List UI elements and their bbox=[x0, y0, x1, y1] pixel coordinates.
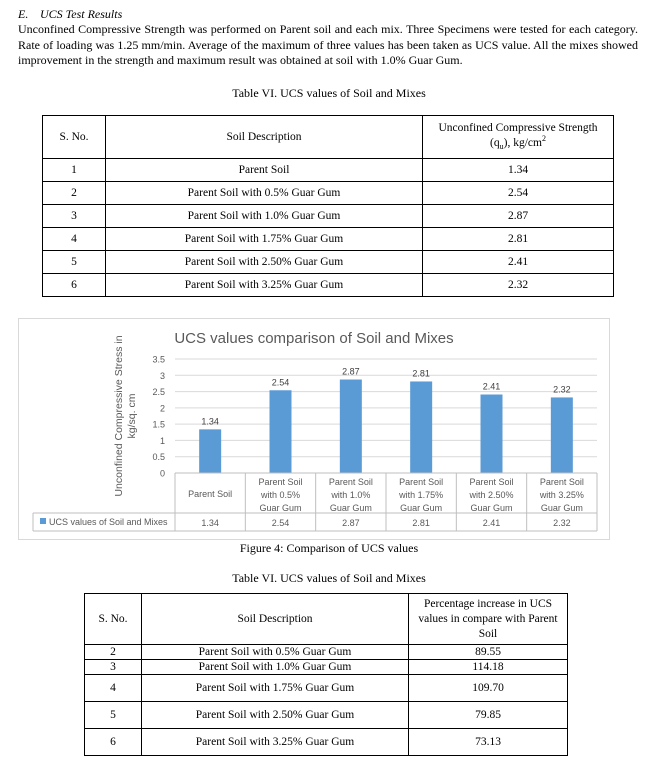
data-label: 2.87 bbox=[342, 366, 360, 377]
description-cell: Parent Soil with 1.0% Guar Gum bbox=[106, 205, 423, 228]
table-row bbox=[85, 702, 568, 729]
table-header-row bbox=[43, 116, 614, 159]
x-tick-label: with 1.0% bbox=[331, 490, 371, 500]
bar bbox=[340, 380, 362, 473]
x-tick-label: Parent Soil bbox=[188, 489, 233, 499]
description-cell: Parent Soil with 1.0% Guar Gum bbox=[142, 660, 409, 675]
y-tick-label: 2 bbox=[159, 403, 165, 414]
table-row bbox=[85, 645, 568, 660]
col-ucs-header-line2: $(q_u)$, $kg/cm^2$ bbox=[490, 134, 546, 152]
col-description-header: Soil Description bbox=[142, 594, 409, 645]
y-tick-label: 3.5 bbox=[152, 354, 165, 365]
ucs-chart-svg bbox=[19, 319, 609, 539]
x-tick-label: Guar Gum bbox=[259, 503, 302, 513]
legend-swatch bbox=[40, 518, 46, 524]
table-row bbox=[85, 729, 568, 756]
ucs-cell: 2.54 bbox=[423, 182, 614, 205]
x-tick-label: Guar Gum bbox=[540, 503, 583, 513]
x-tick-label: with 0.5% bbox=[260, 490, 301, 500]
x-tick-label: with 1.75% bbox=[399, 490, 444, 500]
table-row bbox=[43, 182, 614, 205]
col-ucs-header-line1: Unconfined Compressive Strength bbox=[438, 122, 598, 135]
table1-caption: Table VI. UCS values of Soil and Mixes bbox=[232, 86, 426, 100]
sno-cell: 2 bbox=[85, 645, 142, 660]
x-tick-label: Guar Gum bbox=[329, 503, 372, 513]
table-row bbox=[43, 159, 614, 182]
y-tick-label: 2.5 bbox=[152, 387, 165, 398]
bar bbox=[481, 395, 503, 473]
data-label: 2.54 bbox=[271, 377, 290, 388]
percentage-cell: 73.13 bbox=[409, 729, 568, 756]
table-row bbox=[43, 274, 614, 297]
data-label: 2.41 bbox=[482, 381, 501, 392]
ucs-cell: 2.81 bbox=[423, 228, 614, 251]
col-ucs-header bbox=[423, 116, 614, 159]
x-tick-label: Parent Soil bbox=[399, 477, 444, 487]
percentage-cell: 79.85 bbox=[409, 702, 568, 729]
table-row bbox=[43, 251, 614, 274]
bar bbox=[199, 429, 221, 473]
body-paragraph: Unconfined Compressive Strength was performed on Parent soil and each mix. Three Specimens were tested for each category. Rate of loading was 1.25 mm/min. Average of the maximum of three values has been taken as UCS value. All the mixes showed improvement in the strength and maximum result was obtained at soil with 1.0% Guar Gum. bbox=[18, 22, 638, 67]
table-row bbox=[43, 205, 614, 228]
sno-cell: 2 bbox=[43, 182, 106, 205]
col-sno-header: S. No. bbox=[43, 116, 106, 159]
y-tick-label: 0 bbox=[159, 468, 165, 479]
ucs-cell: 1.34 bbox=[423, 159, 614, 182]
data-table-value: 2.32 bbox=[553, 518, 571, 528]
table-row bbox=[43, 228, 614, 251]
description-cell: Parent Soil with 2.50% Guar Gum bbox=[106, 251, 423, 274]
y-tick-label: 1.5 bbox=[152, 419, 165, 430]
col-sno-header: S. No. bbox=[85, 594, 142, 645]
percentage-cell: 114.18 bbox=[409, 660, 568, 675]
ucs-table bbox=[42, 115, 614, 297]
data-table-value: 1.34 bbox=[201, 518, 219, 528]
data-label: 2.81 bbox=[412, 368, 430, 379]
sno-cell: 3 bbox=[43, 205, 106, 228]
description-cell: Parent Soil with 2.50% Guar Gum bbox=[142, 702, 409, 729]
section-title: UCS Test Results bbox=[40, 7, 123, 21]
x-tick-label: Parent Soil bbox=[539, 477, 584, 487]
description-cell: Parent Soil with 0.5% Guar Gum bbox=[106, 182, 423, 205]
y-tick-label: 1 bbox=[159, 435, 165, 446]
y-tick-label: 0.5 bbox=[152, 452, 165, 463]
table2-caption: Table VI. UCS values of Soil and Mixes bbox=[232, 571, 426, 585]
sno-cell: 4 bbox=[43, 228, 106, 251]
sno-cell: 5 bbox=[85, 702, 142, 729]
data-table-value: 2.81 bbox=[412, 518, 430, 528]
sno-cell: 5 bbox=[43, 251, 106, 274]
ucs-cell: 2.32 bbox=[423, 274, 614, 297]
description-cell: Parent Soil with 3.25% Guar Gum bbox=[142, 729, 409, 756]
x-tick-label: Guar Gum bbox=[470, 503, 513, 513]
chart-title: UCS values comparison of Soil and Mixes bbox=[174, 330, 454, 347]
ucs-chart bbox=[18, 318, 610, 540]
description-cell: Parent Soil with 1.75% Guar Gum bbox=[142, 675, 409, 702]
sno-cell: 1 bbox=[43, 159, 106, 182]
bar bbox=[410, 381, 432, 473]
description-cell: Parent Soil with 0.5% Guar Gum bbox=[142, 645, 409, 660]
figure-caption: Figure 4: Comparison of UCS values bbox=[239, 541, 419, 555]
percentage-table bbox=[84, 593, 568, 756]
x-tick-label: Parent Soil bbox=[469, 477, 514, 487]
bar bbox=[551, 397, 573, 473]
data-label: 1.34 bbox=[201, 416, 219, 427]
sno-cell: 4 bbox=[85, 675, 142, 702]
data-table-value: 2.41 bbox=[482, 518, 501, 528]
sno-cell: 6 bbox=[85, 729, 142, 756]
sno-cell: 6 bbox=[43, 274, 106, 297]
x-tick-label: with 3.25% bbox=[539, 490, 584, 500]
table-row bbox=[85, 675, 568, 702]
percentage-cell: 89.55 bbox=[409, 645, 568, 660]
legend-label: UCS values of Soil and Mixes bbox=[49, 517, 168, 527]
bar bbox=[270, 390, 292, 473]
description-cell: Parent Soil with 1.75% Guar Gum bbox=[106, 228, 423, 251]
table-row bbox=[85, 660, 568, 675]
section-number: E. bbox=[18, 7, 29, 21]
y-axis-label: Unconfined Compressive Stress in bbox=[113, 335, 125, 497]
col-percentage-header: Percentage increase in UCS values in compare with Parent Soil bbox=[409, 594, 568, 645]
data-table-value: 2.87 bbox=[342, 518, 360, 528]
percentage-cell: 109.70 bbox=[409, 675, 568, 702]
sno-cell: 3 bbox=[85, 660, 142, 675]
data-table-value: 2.54 bbox=[271, 518, 290, 528]
col-description-header: Soil Description bbox=[106, 116, 423, 159]
description-cell: Parent Soil bbox=[106, 159, 423, 182]
description-cell: Parent Soil with 3.25% Guar Gum bbox=[106, 274, 423, 297]
data-label: 2.32 bbox=[553, 384, 571, 395]
y-axis-label-line2: kg/sq. cm bbox=[126, 393, 138, 439]
x-tick-label: with 2.50% bbox=[469, 490, 514, 500]
section-heading bbox=[18, 7, 122, 22]
x-tick-label: Parent Soil bbox=[328, 477, 373, 487]
x-tick-label: Guar Gum bbox=[400, 503, 443, 513]
y-tick-label: 3 bbox=[159, 370, 165, 381]
x-tick-label: Parent Soil bbox=[258, 477, 303, 487]
ucs-cell: 2.41 bbox=[423, 251, 614, 274]
ucs-cell: 2.87 bbox=[423, 205, 614, 228]
table-header-row bbox=[85, 594, 568, 645]
